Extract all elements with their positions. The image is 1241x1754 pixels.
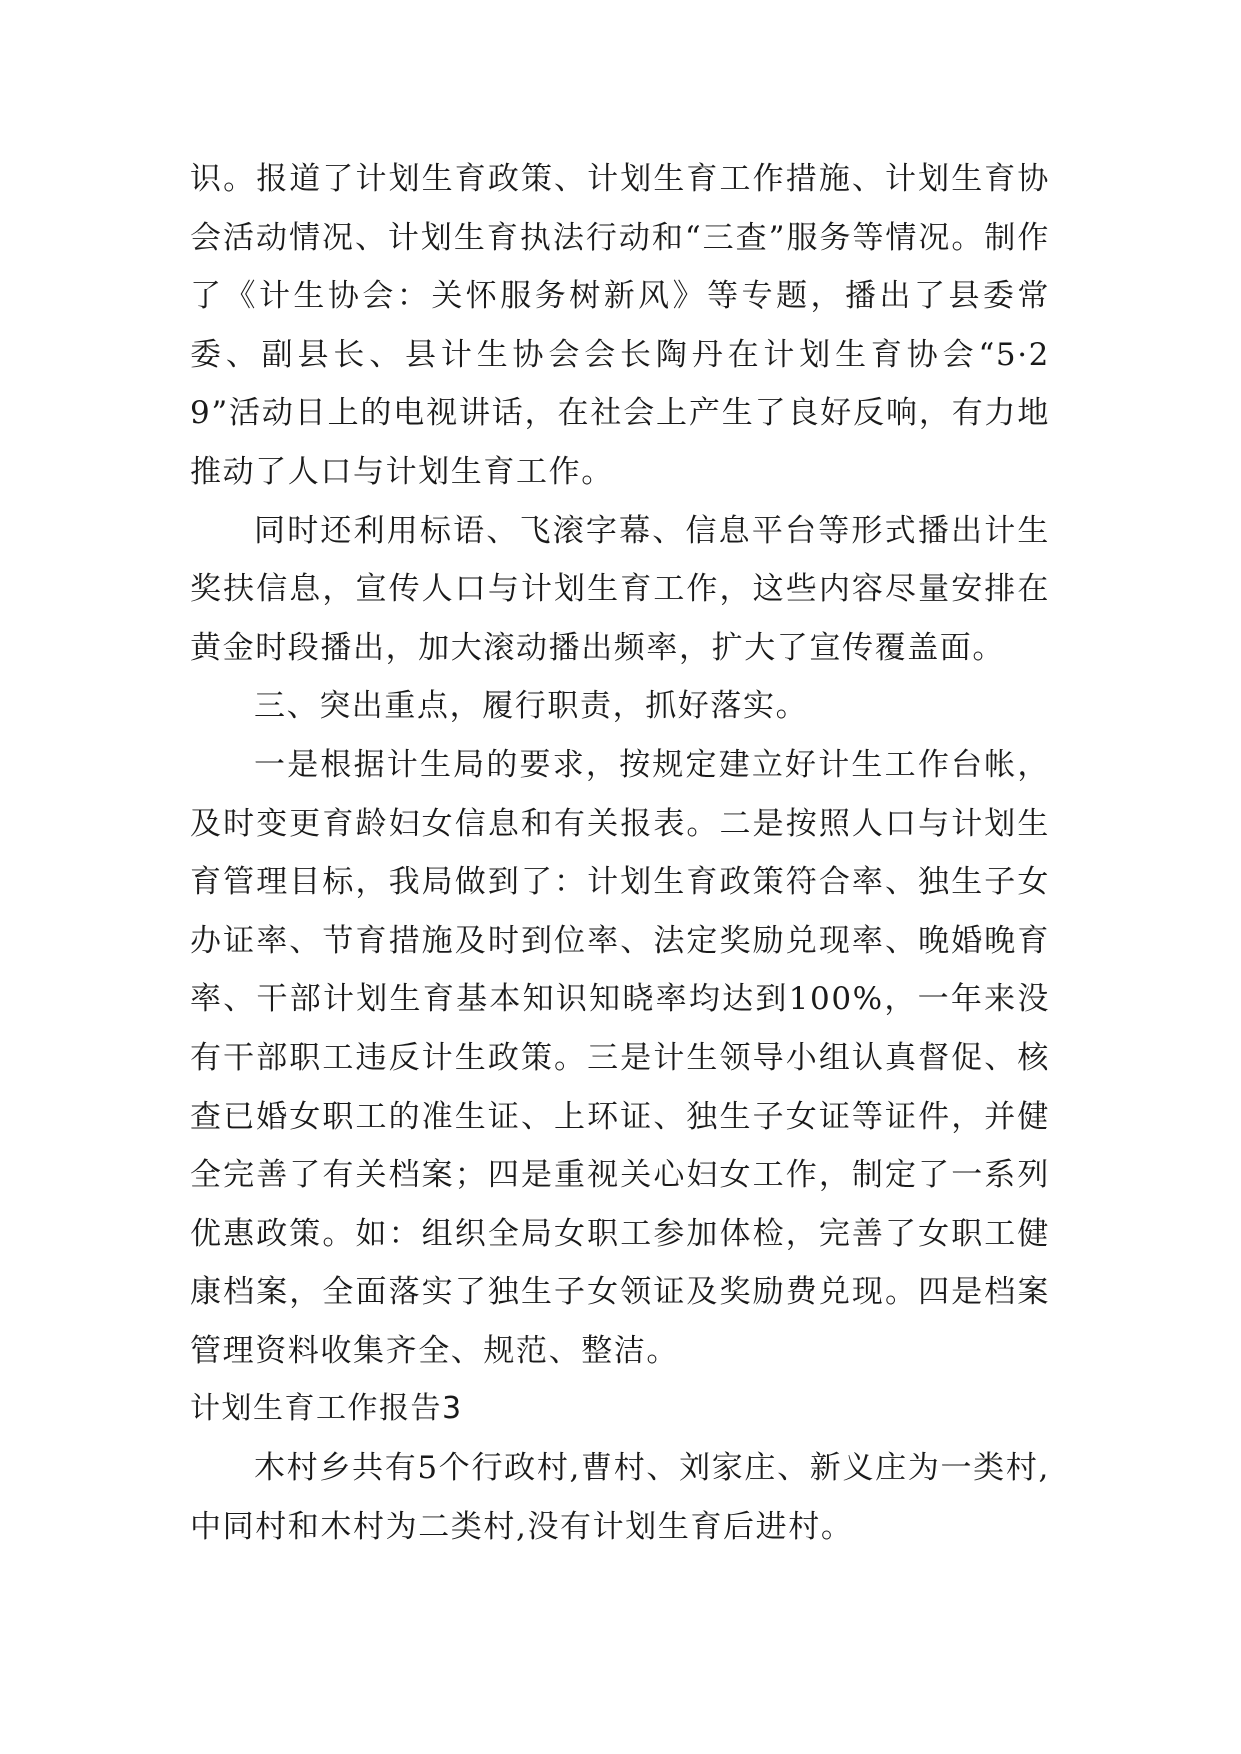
paragraph-village-overview: 木村乡共有5个行政村,曹村、刘家庄、新义庄为一类村,中同村和木村为二类村,没有计划生育后进村。 (190, 1450, 1050, 1545)
document-page (190, 150, 1050, 1556)
paragraph-work-details: 一是根据计生局的要求，按规定建立好计生工作台帐，及时变更育龄妇女信息和有关报表。二是按照人口与计划生育管理目标，我局做到了：计划生育政策符合率、独生子女办证率、节育措施及时到位率、法定奖励兑现率、晚婚晚育率、干部计划生育基本知识知晓率均达到100%，一年来没有干部职工违反计生政策。三是计生领导小组认真督促、核查已婚女职工的准生证、上环证、独生子女证等证件，并健全完善了有关档案；四是重视关心妇女工作，制定了一系列优惠政策。如：组织全局女职工参加体检，完善了女职工健康档案，全面落实了独生子女领证及奖励费兑现。四是档案管理资料收集齐全、规范、整洁。 (190, 746, 1050, 1369)
report-title: 计划生育工作报告3 (190, 1391, 463, 1427)
section-heading-three: 三、突出重点，履行职责，抓好落实。 (254, 688, 809, 725)
paragraph-broadcast-info: 同时还利用标语、飞滚字幕、信息平台等形式播出计生奖扶信息，宣传人口与计划生育工作，这些内容尽量安排在黄金时段播出，加大滚动播出频率，扩大了宣传覆盖面。 (190, 512, 1050, 666)
paragraph-continuation: 识。报道了计划生育政策、计划生育工作措施、计划生育协会活动情况、计划生育执法行动和“三查”服务等情况。制作了《计生协会：关怀服务树新风》等专题，播出了县委常委、副县长、县计生协会会长陶丹在计划生育协会“5·29”活动日上的电视讲话，在社会上产生了良好反响，有力地推动了人口与计划生育工作。 (190, 161, 1050, 490)
